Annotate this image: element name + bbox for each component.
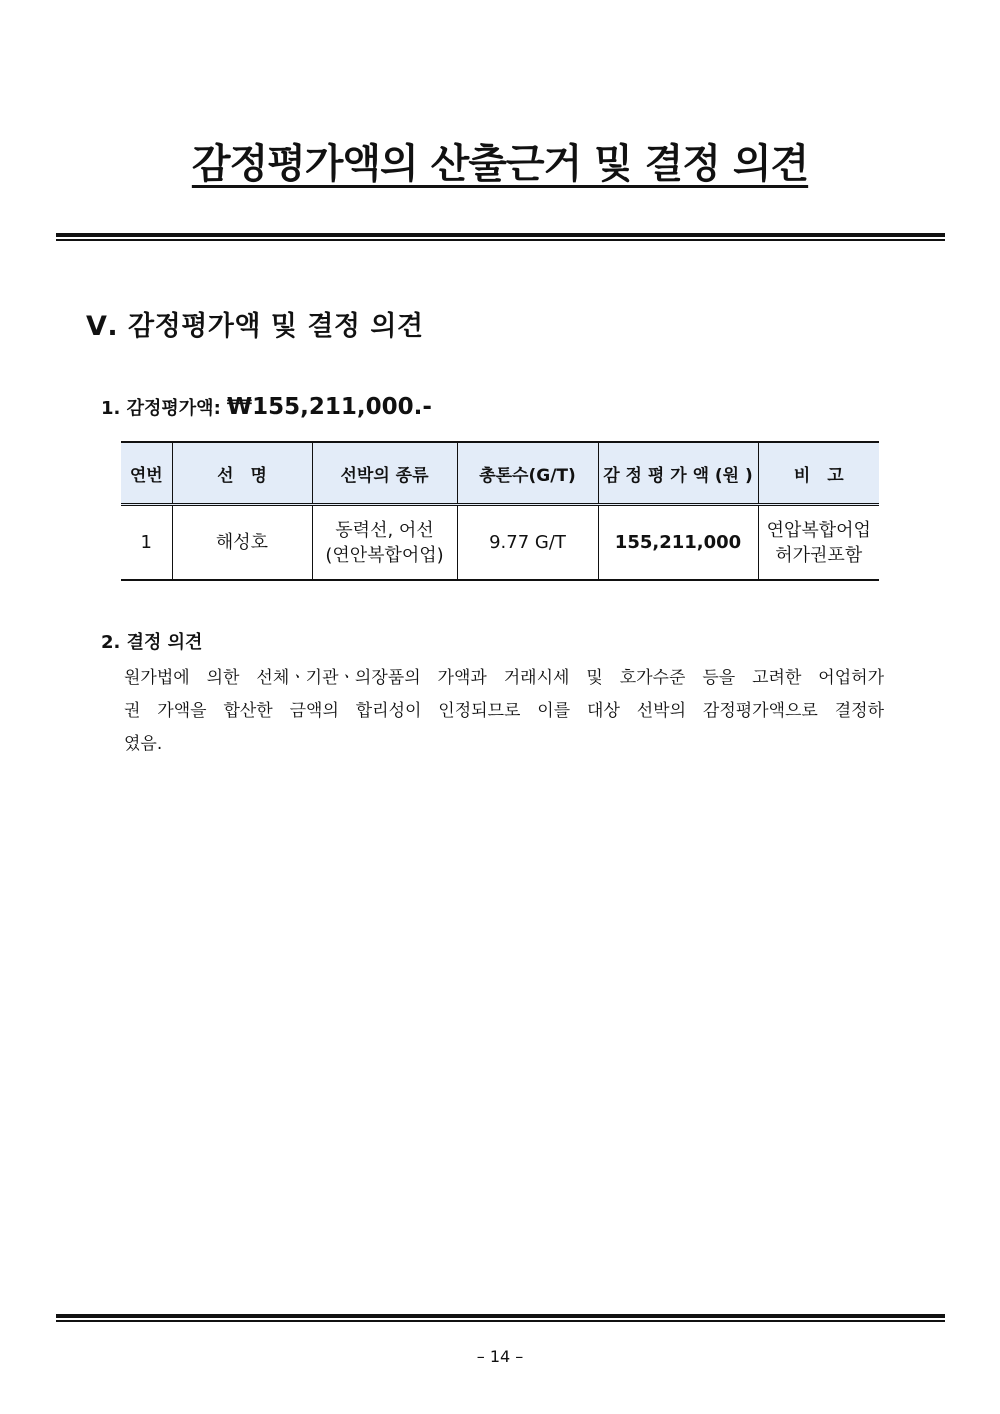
cell-note xyxy=(758,505,879,581)
valuation-amount-label: 1. 감정평가액: xyxy=(101,398,221,419)
valuation-amount-heading xyxy=(101,394,432,420)
header-tonnage: 총톤수(G/T) xyxy=(457,442,598,505)
valuation-amount-value: ₩155,211,000.- xyxy=(226,394,432,420)
header-value: 감 정 평 가 액 (원 ) xyxy=(598,442,758,505)
cell-no: 1 xyxy=(121,505,172,581)
header-note: 비 고 xyxy=(758,442,879,505)
cell-tonnage: 9.77 G/T xyxy=(457,505,598,581)
opinion-line-2: 권 가액을 합산한 금액의 합리성이 인정되므로 이를 대상 선박의 감정평가액으로 결정하 xyxy=(124,701,884,721)
cell-value: 155,211,000 xyxy=(598,505,758,581)
cell-ship-type xyxy=(312,505,457,581)
opinion-line-3: 였음. xyxy=(124,734,163,754)
ship-type-line2: (연안복합어업) xyxy=(325,544,444,566)
table-header-row xyxy=(121,442,879,505)
opinion-line-1: 원가법에 의한 선체ㆍ기관ㆍ의장품의 가액과 거래시세 및 호가수준 등을 고려한 어업허가 xyxy=(124,668,884,688)
header-ship-name: 선 명 xyxy=(172,442,312,505)
page-title-text: 감정평가액의 산출근거 및 결정 의견 xyxy=(191,141,809,187)
ship-type-line1: 동력선, 어선 xyxy=(335,519,434,541)
decision-opinion-text xyxy=(124,662,884,761)
section-heading: Ⅴ. 감정평가액 및 결정 의견 xyxy=(86,311,424,342)
cell-ship-name: 해성호 xyxy=(172,505,312,581)
table-row xyxy=(121,505,879,581)
note-line2: 허가권포함 xyxy=(775,544,863,566)
header-no: 연번 xyxy=(121,442,172,505)
note-line1: 연압복합어업 xyxy=(766,519,871,541)
page-title xyxy=(0,132,1000,189)
page-number: – 14 – xyxy=(476,1347,524,1366)
decision-opinion-heading: 2. 결정 의견 xyxy=(101,632,203,653)
header-ship-type: 선박의 종류 xyxy=(312,442,457,505)
valuation-table xyxy=(121,441,879,581)
